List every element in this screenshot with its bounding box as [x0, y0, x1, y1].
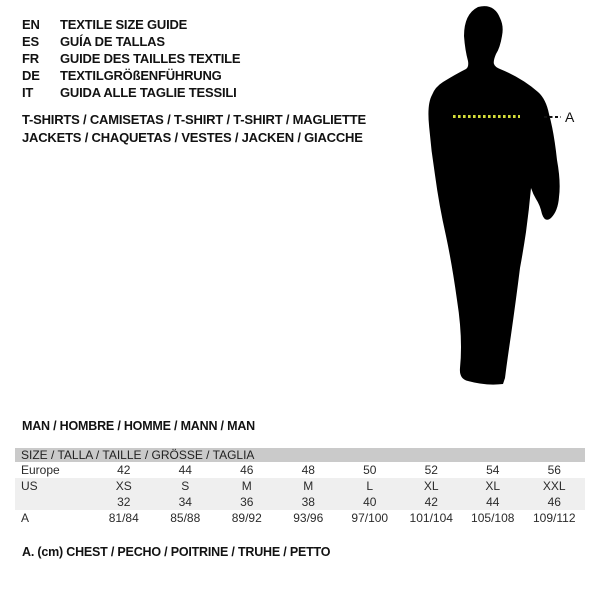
- row-label: Europe: [21, 463, 60, 477]
- table-cell: S: [181, 479, 190, 493]
- table-cell: 44: [486, 495, 500, 509]
- table-cell: 44: [178, 463, 192, 477]
- table-cell: 81/84: [108, 511, 139, 525]
- language-row: [22, 16, 240, 33]
- table-cell: 89/92: [231, 511, 262, 525]
- language-code: FR: [22, 51, 39, 66]
- language-label: TEXTILGRÖßENFÜHRUNG: [60, 68, 222, 83]
- table-cell: 52: [424, 463, 438, 477]
- row-label: [15, 494, 93, 510]
- measure-label-a: A: [565, 109, 575, 125]
- table-cell: M: [303, 479, 314, 493]
- table-cell: 109/112: [533, 511, 576, 525]
- row-label: US: [21, 479, 38, 493]
- table-cell: 36: [240, 495, 254, 509]
- category-line: T-SHIRTS / CAMISETAS / T-SHIRT / T-SHIRT / MAGLIETTE: [22, 112, 366, 127]
- language-label: GUÍA DE TALLAS: [60, 34, 165, 49]
- table-cell: 48: [301, 463, 315, 477]
- table-row: [15, 478, 585, 494]
- language-label: GUIDA ALLE TAGLIE TESSILI: [60, 85, 237, 100]
- language-code: EN: [22, 17, 40, 32]
- language-code: DE: [22, 68, 40, 83]
- language-label: TEXTILE SIZE GUIDE: [60, 17, 188, 32]
- table-cell: XS: [115, 479, 132, 493]
- language-label: GUIDE DES TAILLES TEXTILE: [60, 51, 241, 66]
- table-cell: 54: [486, 463, 500, 477]
- category-lines: [22, 111, 366, 147]
- table-cell: 46: [240, 463, 254, 477]
- table-cell: 42: [117, 463, 131, 477]
- table-row: [15, 510, 585, 526]
- table-cell: 34: [178, 495, 192, 509]
- language-row: [22, 50, 240, 67]
- row-label: A: [21, 511, 30, 525]
- table-cell: 93/96: [293, 511, 324, 525]
- table-cell: M: [241, 479, 252, 493]
- language-code: IT: [22, 85, 34, 100]
- table-cell: 46: [547, 495, 561, 509]
- table-cell: 38: [301, 495, 315, 509]
- measurement-footnote: A. (cm) CHEST / PECHO / POITRINE / TRUHE / PETTO: [22, 545, 331, 559]
- table-cell: 85/88: [170, 511, 201, 525]
- language-code: ES: [22, 34, 39, 49]
- table-cell: L: [366, 479, 374, 493]
- table-cell: XXL: [542, 479, 566, 493]
- table-cell: 40: [363, 495, 377, 509]
- language-row: [22, 67, 240, 84]
- table-cell: 101/104: [409, 511, 453, 525]
- size-table-body: [15, 462, 585, 526]
- language-row: [22, 33, 240, 50]
- table-cell: XL: [485, 479, 501, 493]
- man-silhouette-shape: [428, 6, 559, 384]
- table-row: [15, 494, 585, 510]
- size-table-header: SIZE / TALLA / TAILLE / GRÖSSE / TAGLIA: [15, 448, 585, 462]
- table-cell: 56: [547, 463, 561, 477]
- language-list: [22, 16, 240, 101]
- table-cell: 32: [117, 495, 131, 509]
- language-row: [22, 84, 240, 101]
- table-cell: 97/100: [351, 511, 389, 525]
- table-cell: XL: [423, 479, 439, 493]
- size-table: [15, 448, 585, 526]
- table-cell: 42: [424, 495, 438, 509]
- table-cell: 105/108: [471, 511, 515, 525]
- man-silhouette: [408, 0, 593, 400]
- category-line: JACKETS / CHAQUETAS / VESTES / JACKEN / GIACCHE: [22, 130, 363, 145]
- table-cell: 50: [363, 463, 377, 477]
- table-row: [15, 462, 585, 478]
- section-title: MAN / HOMBRE / HOMME / MANN / MAN: [22, 419, 255, 433]
